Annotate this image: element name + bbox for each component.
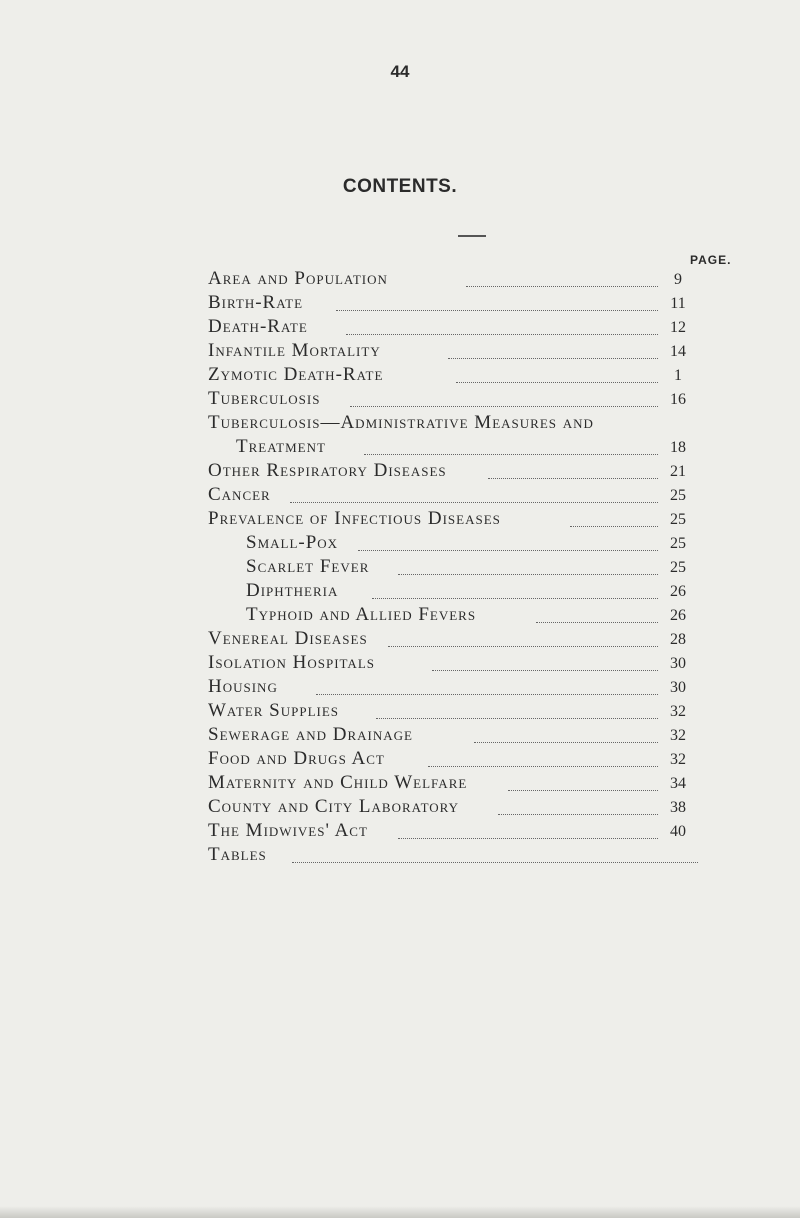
toc-entry-label: Sewerage and Drainage xyxy=(208,724,413,745)
toc-entry xyxy=(208,702,698,724)
toc-entry-page: 11 xyxy=(670,295,686,312)
toc-entry-label: Small-Pox xyxy=(246,532,339,553)
toc-entry xyxy=(208,390,698,412)
toc-entry-label: Death-Rate xyxy=(208,316,308,337)
toc-entry-label: Isolation Hospitals xyxy=(208,652,375,673)
toc-entry-label: County and City Laboratory xyxy=(208,796,460,817)
toc-entry-page: 12 xyxy=(670,319,686,336)
toc-entry-label: Scarlet Fever xyxy=(246,556,370,577)
toc-entry xyxy=(208,462,698,484)
toc-entry-page: 21 xyxy=(670,463,686,480)
toc-entry-label: Tables xyxy=(208,844,267,865)
toc-entry-page: 34 xyxy=(670,775,686,792)
toc-entry-label: Other Respiratory Diseases xyxy=(208,460,447,481)
dot-leader xyxy=(474,742,658,743)
toc-entry-label: Maternity and Child Welfare xyxy=(208,772,468,793)
toc-entry-page: 30 xyxy=(670,655,686,672)
dot-leader xyxy=(398,838,658,839)
toc-entry-page: 25 xyxy=(670,535,686,552)
toc-entry-label: Typhoid and Allied Fevers xyxy=(246,604,477,625)
toc-entry xyxy=(246,558,698,580)
toc-entry-page: 32 xyxy=(670,703,686,720)
toc-entry xyxy=(208,318,698,340)
toc-entry xyxy=(208,294,698,316)
dot-leader xyxy=(290,502,658,503)
toc-entry xyxy=(208,846,698,868)
toc-entry-page: 18 xyxy=(670,439,686,456)
toc-entry-label: Tuberculosis xyxy=(208,388,321,409)
toc-entry xyxy=(208,774,698,796)
toc-entry-label: Prevalence of Infectious Diseases xyxy=(208,508,501,529)
toc-entry-label: Diphtheria xyxy=(246,580,339,601)
toc-entry xyxy=(208,366,698,388)
toc-entry-page: 25 xyxy=(670,487,686,504)
dot-leader xyxy=(376,718,658,719)
toc-entry-page: 1 xyxy=(674,367,682,384)
toc-entry-page: 26 xyxy=(670,583,686,600)
title-rule xyxy=(458,235,486,237)
toc-entry-label: Water Supplies xyxy=(208,700,340,721)
dot-leader xyxy=(316,694,658,695)
toc-entry xyxy=(208,750,698,772)
dot-leader xyxy=(398,574,658,575)
toc-entry-page: 38 xyxy=(670,799,686,816)
dot-leader xyxy=(350,406,658,407)
toc-entry-page: 40 xyxy=(670,823,686,840)
dot-leader xyxy=(498,814,658,815)
toc-entry xyxy=(208,510,698,532)
toc-entry xyxy=(208,414,698,436)
dot-leader xyxy=(536,622,658,623)
dot-leader xyxy=(448,358,658,359)
toc-entry-label: Birth-Rate xyxy=(208,292,304,313)
page-title: CONTENTS. xyxy=(342,176,458,197)
toc-entry xyxy=(208,822,698,844)
toc-entry-label: Infantile Mortality xyxy=(208,340,381,361)
dot-leader xyxy=(346,334,658,335)
toc-entry-label: Treatment xyxy=(236,436,326,457)
toc-entry xyxy=(246,534,698,556)
dot-leader xyxy=(570,526,658,527)
dot-leader xyxy=(456,382,658,383)
toc-entry-page: 14 xyxy=(670,343,686,360)
page-column-header: PAGE. xyxy=(690,253,732,267)
dot-leader xyxy=(488,478,658,479)
dot-leader xyxy=(292,862,698,863)
dot-leader xyxy=(364,454,658,455)
toc-entry-page: 16 xyxy=(670,391,686,408)
page-bottom-edge xyxy=(0,1206,800,1218)
toc-entry-label: Area and Population xyxy=(208,268,388,289)
toc-entry xyxy=(208,726,698,748)
toc-entry xyxy=(208,798,698,820)
toc-entry-page: 9 xyxy=(674,271,682,288)
toc-entry xyxy=(208,630,698,652)
toc-entry xyxy=(246,582,698,604)
dot-leader xyxy=(372,598,658,599)
page-number: 44 xyxy=(390,62,410,81)
toc-entry-page: 26 xyxy=(670,607,686,624)
toc-entry xyxy=(236,438,698,460)
toc-entry-page: 32 xyxy=(670,727,686,744)
toc-entry xyxy=(208,342,698,364)
toc-entry-label: Cancer xyxy=(208,484,271,505)
toc-entry xyxy=(208,678,698,700)
dot-leader xyxy=(358,550,658,551)
toc-entry-label: Tuberculosis—Administrative Measures and xyxy=(208,412,594,433)
dot-leader xyxy=(388,646,658,647)
toc-entry xyxy=(208,654,698,676)
toc-entry-page: 28 xyxy=(670,631,686,648)
dot-leader xyxy=(508,790,658,791)
toc-entry-label: The Midwives' Act xyxy=(208,820,368,841)
dot-leader xyxy=(428,766,658,767)
toc-entry xyxy=(208,270,698,292)
toc-entry-page: 32 xyxy=(670,751,686,768)
dot-leader xyxy=(336,310,658,311)
toc-entry-page: 30 xyxy=(670,679,686,696)
dot-leader xyxy=(432,670,658,671)
toc-entry xyxy=(208,486,698,508)
toc-entry-page: 25 xyxy=(670,511,686,528)
toc-entry xyxy=(246,606,698,628)
toc-entry-label: Food and Drugs Act xyxy=(208,748,385,769)
toc-entry-page: 25 xyxy=(670,559,686,576)
dot-leader xyxy=(466,286,658,287)
toc-entry-label: Zymotic Death-Rate xyxy=(208,364,384,385)
toc-entry-label: Venereal Diseases xyxy=(208,628,368,649)
toc-entry-label: Housing xyxy=(208,676,278,697)
